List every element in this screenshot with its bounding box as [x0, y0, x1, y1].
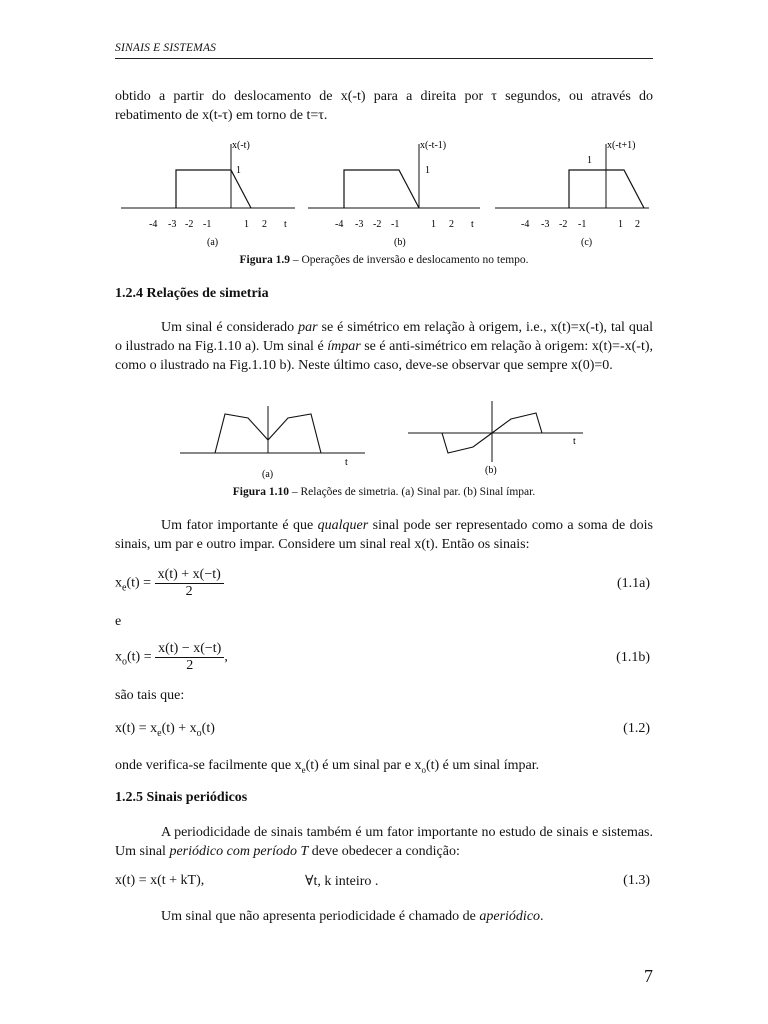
fig110-plot-b	[408, 401, 583, 476]
eq1a-lhs: x	[115, 575, 122, 591]
paragraph-symmetry	[115, 318, 653, 375]
eq12-a: x(t) = x	[115, 721, 158, 736]
fig19a-tick: -4	[149, 219, 158, 230]
equation-1-1a-label: (1.1a)	[616, 576, 650, 591]
ponde-sub1: e	[301, 764, 306, 775]
fig110-caption-label: Figura 1.10	[232, 486, 289, 498]
figure-1-10	[115, 396, 655, 484]
eq1a-num: x(t) + x(−t)	[155, 567, 224, 584]
fig19b-tick: -4	[335, 219, 344, 230]
fig19c-tick: -2	[559, 219, 568, 230]
eq1b-den: 2	[186, 658, 194, 673]
fig110-plot-a	[180, 406, 365, 480]
fig19c-tick: 1	[618, 219, 623, 230]
fig19a-tick: -2	[185, 219, 194, 230]
eq1b-fraction	[155, 641, 224, 674]
fig19b-sublabel: (b)	[394, 237, 406, 248]
pfator-c: sinal pode ser representado como a soma de dois sinais, um par e outro impar. Considere um sinal real x(t). Então os sinais:	[115, 518, 653, 552]
ponde-c: (t) é um sinal ímpar.	[425, 758, 540, 773]
fig19-caption-label: Figura 1.9	[239, 254, 290, 266]
fig19a-tick: t	[284, 219, 287, 230]
fig19b-signal	[344, 170, 419, 208]
fig19c-ylabel: x(-t+1)	[607, 140, 636, 151]
fig19a-sublabel: (a)	[207, 237, 219, 248]
ponde-b: (t) é um sinal par e x	[305, 758, 422, 773]
fig19b-tick: -1	[391, 219, 400, 230]
fig19b-amp: 1	[425, 165, 430, 176]
section-heading-1-2-4: 1.2.4 Relações de simetria	[115, 286, 269, 301]
eq12-sub2: o	[196, 727, 202, 739]
fig19a-tick: -1	[203, 219, 212, 230]
fig19b-tick: -3	[355, 219, 364, 230]
fig19c-sublabel: (c)	[581, 237, 593, 248]
eq1a-lhs2: (t) =	[126, 575, 152, 591]
fig19-plot-a	[121, 140, 295, 248]
equation-1-3-condition: ∀t, k inteiro .	[305, 874, 379, 889]
equation-1-2-label: (1.2)	[623, 721, 650, 736]
eq1b-tail: ,	[224, 649, 228, 665]
fig19b-tick: -2	[373, 219, 382, 230]
psym-par: par	[298, 320, 318, 335]
paragraph-even-odd	[115, 516, 653, 554]
equation-1-3-label: (1.3)	[623, 873, 650, 888]
fig19b-tick: 2	[449, 219, 454, 230]
intro-paragraph	[115, 87, 653, 125]
eq1a-den: 2	[185, 584, 193, 599]
fig19a-tick: 2	[262, 219, 267, 230]
eq1b-sub: o	[122, 656, 127, 668]
pfator-a: Um fator importante é que	[161, 518, 318, 533]
eq1b-num: x(t) − x(−t)	[155, 641, 224, 658]
fig19b-tick: t	[471, 219, 474, 230]
fig19c-amp: 1	[587, 155, 592, 166]
eq1a-fraction	[155, 567, 224, 600]
eq12-b: (t) + x	[161, 721, 197, 736]
fig110b-t: t	[573, 436, 576, 447]
page-number: 7	[644, 966, 653, 986]
figure-1-9-caption	[115, 254, 653, 266]
psym-e: se é anti-simétrico em relação à origem: x(t)=-x(-t), como o ilustrado na Fig.1.10 b). Neste último caso, deve-se observar que sempre x(0)=0.	[115, 339, 653, 373]
fig110b-sublabel: (b)	[485, 465, 497, 476]
fig19a-ylabel: x(-t)	[232, 140, 250, 151]
equation-1-2	[115, 721, 215, 739]
fig110a-sublabel: (a)	[262, 469, 274, 480]
intro-line-1: obtido a partir do deslocamento de x(-t) para a direita por τ segundos, ou através do	[115, 89, 653, 104]
eq12-sub1: e	[157, 727, 162, 739]
pper-a: A periodicidade de sinais também é um fator importante no estudo de sinais e sistemas. Um sinal	[115, 825, 653, 859]
equation-1-1b-label: (1.1b)	[616, 650, 650, 665]
paragraph-aperiodic	[115, 907, 653, 926]
paragraph-periodicity	[115, 823, 653, 861]
psym-a: Um sinal é considerado	[161, 320, 299, 335]
eq1a-sub: e	[122, 582, 127, 594]
pfator-qualquer: qualquer	[317, 518, 369, 533]
fig19a-tick: -3	[168, 219, 177, 230]
fig19a-amp: 1	[236, 165, 241, 176]
eq1b-lhs: x	[115, 649, 122, 665]
fig19a-tick: 1	[244, 219, 249, 230]
paper-a: Um sinal que não apresenta periodicidade é chamado de	[161, 909, 480, 924]
figure-1-10-caption	[115, 486, 653, 498]
pper-periodico: periódico com período T	[169, 844, 309, 859]
figure-1-9	[115, 136, 655, 251]
fig19b-tick: 1	[431, 219, 436, 230]
psym-c: se é simétrico em relação à origem, i.e., x(t)=x(-t), tal qual o ilustrado na Fig.1.10 a). Um sinal é	[115, 320, 654, 354]
paper-aperiodico: aperiódico	[479, 909, 541, 924]
word-e: e	[115, 614, 122, 629]
running-header: SINAIS E SISTEMAS	[115, 42, 217, 54]
equation-1-1b	[115, 641, 228, 674]
ponde-sub2: o	[421, 764, 426, 775]
fig19-plot-c	[495, 140, 649, 248]
fig19-caption-text: – Operações de inversão e deslocamento no tempo.	[289, 254, 529, 266]
pper-c: deve obedecer a condição:	[308, 844, 460, 859]
equation-1-1a	[115, 567, 224, 600]
fig19c-tick: -4	[521, 219, 530, 230]
section-heading-1-2-5: 1.2.5 Sinais periódicos	[115, 790, 248, 805]
psym-impar: ímpar	[327, 339, 361, 354]
fig19b-ylabel: x(-t-1)	[420, 140, 447, 151]
header-rule	[115, 58, 653, 59]
text-sao-tais: são tais que:	[115, 688, 185, 703]
equation-1-3-lhs: x(t) = x(t + kT),	[115, 873, 205, 888]
fig110-caption-text: – Relações de simetria. (a) Sinal par. (b) Sinal ímpar.	[289, 486, 536, 498]
intro-line-2: rebatimento de x(t-τ) em torno de t=τ.	[115, 108, 328, 123]
paragraph-onde	[115, 756, 653, 780]
eq1b-lhs2: (t) =	[127, 649, 152, 665]
fig110a-t: t	[345, 457, 348, 468]
fig19-plot-b	[308, 140, 480, 248]
eq12-c: (t)	[201, 721, 215, 736]
fig19c-tick: -1	[578, 219, 587, 230]
fig19c-tick: 2	[635, 219, 640, 230]
fig19c-tick: -3	[541, 219, 550, 230]
ponde-a: onde verifica-se facilmente que x	[115, 758, 302, 773]
paper-c: .	[540, 909, 544, 924]
